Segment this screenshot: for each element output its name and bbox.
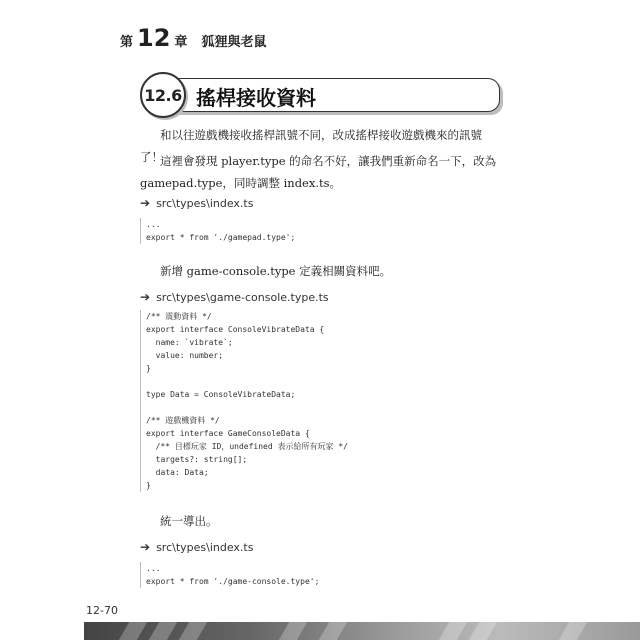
file-label-index-2 (140, 540, 253, 554)
code-line: export interface ConsoleVibrateData { (146, 325, 325, 334)
code-line: data: Data; (146, 468, 209, 477)
file-label-game-console (140, 290, 329, 304)
footer-stripe (469, 622, 497, 640)
chapter-header (120, 26, 266, 50)
right-arrow-icon: ➔ (140, 196, 151, 210)
footer-stripe (439, 622, 467, 640)
right-arrow-icon: ➔ (140, 290, 151, 304)
code-line: export * from './gamepad.type'; (146, 233, 296, 242)
code-line (146, 375, 470, 388)
chapter-prefix: 第 (120, 35, 134, 50)
code-line: } (146, 364, 151, 373)
code-line: ... (146, 564, 161, 573)
code-block-index-2 (140, 562, 470, 588)
code-line: name: `vibrate`; (146, 338, 233, 347)
section-title: 搖桿接收資料 (196, 86, 316, 110)
code-block-index (140, 218, 470, 244)
code-block-game-console (140, 310, 470, 492)
code-line: /** 震動資料 */ (146, 312, 212, 321)
page-number: 12-70 (86, 604, 118, 617)
code-line: value: number; (146, 351, 224, 360)
file-path: src\types\index.ts (156, 540, 254, 554)
code-line: export interface GameConsoleData { (146, 429, 310, 438)
footer-stripe (179, 622, 207, 640)
code-line: } (146, 481, 151, 490)
code-line: /** 遊戲機資料 */ (146, 416, 220, 425)
file-path: src\types\index.ts (156, 196, 254, 210)
code-line: type Data = ConsoleVibrateData; (146, 390, 296, 399)
code-line (146, 401, 470, 414)
right-arrow-icon: ➔ (140, 540, 151, 554)
footer-stripe (149, 622, 177, 640)
chapter-suffix: 章 (174, 35, 188, 50)
section-number: 12.6 (140, 72, 186, 118)
footer-stripe (319, 622, 347, 640)
chapter-number: 12 (137, 24, 171, 52)
code-line: ... (146, 220, 161, 229)
paragraph-rename: 這裡會發現 player.type 的命名不好，讓我們重新命名一下，改為 gamepad.type，同時調整 index.ts。 (140, 154, 497, 190)
paragraph-new-type: 新增 game-console.type 定義相關資料吧。 (160, 264, 392, 278)
file-label-index (140, 196, 253, 210)
code-line: targets?: string[]; (146, 455, 248, 464)
paragraph-intro: 和以往遊戲機接收搖桿訊號不同，改成搖桿接收遊戲機來的訊號了！ (140, 128, 482, 164)
code-line: /** 目標玩家 ID，undefined 表示給所有玩家 */ (146, 442, 348, 451)
footer-stripe (559, 622, 587, 640)
code-line: export * from './game-console.type'; (146, 577, 320, 586)
paragraph-export: 統一導出。 (160, 514, 218, 528)
file-path: src\types\game-console.type.ts (156, 290, 329, 304)
footer-bar (84, 622, 640, 640)
chapter-title: 狐狸與老鼠 (201, 35, 267, 50)
footer-stripe (279, 622, 307, 640)
footer-stripe (119, 622, 147, 640)
